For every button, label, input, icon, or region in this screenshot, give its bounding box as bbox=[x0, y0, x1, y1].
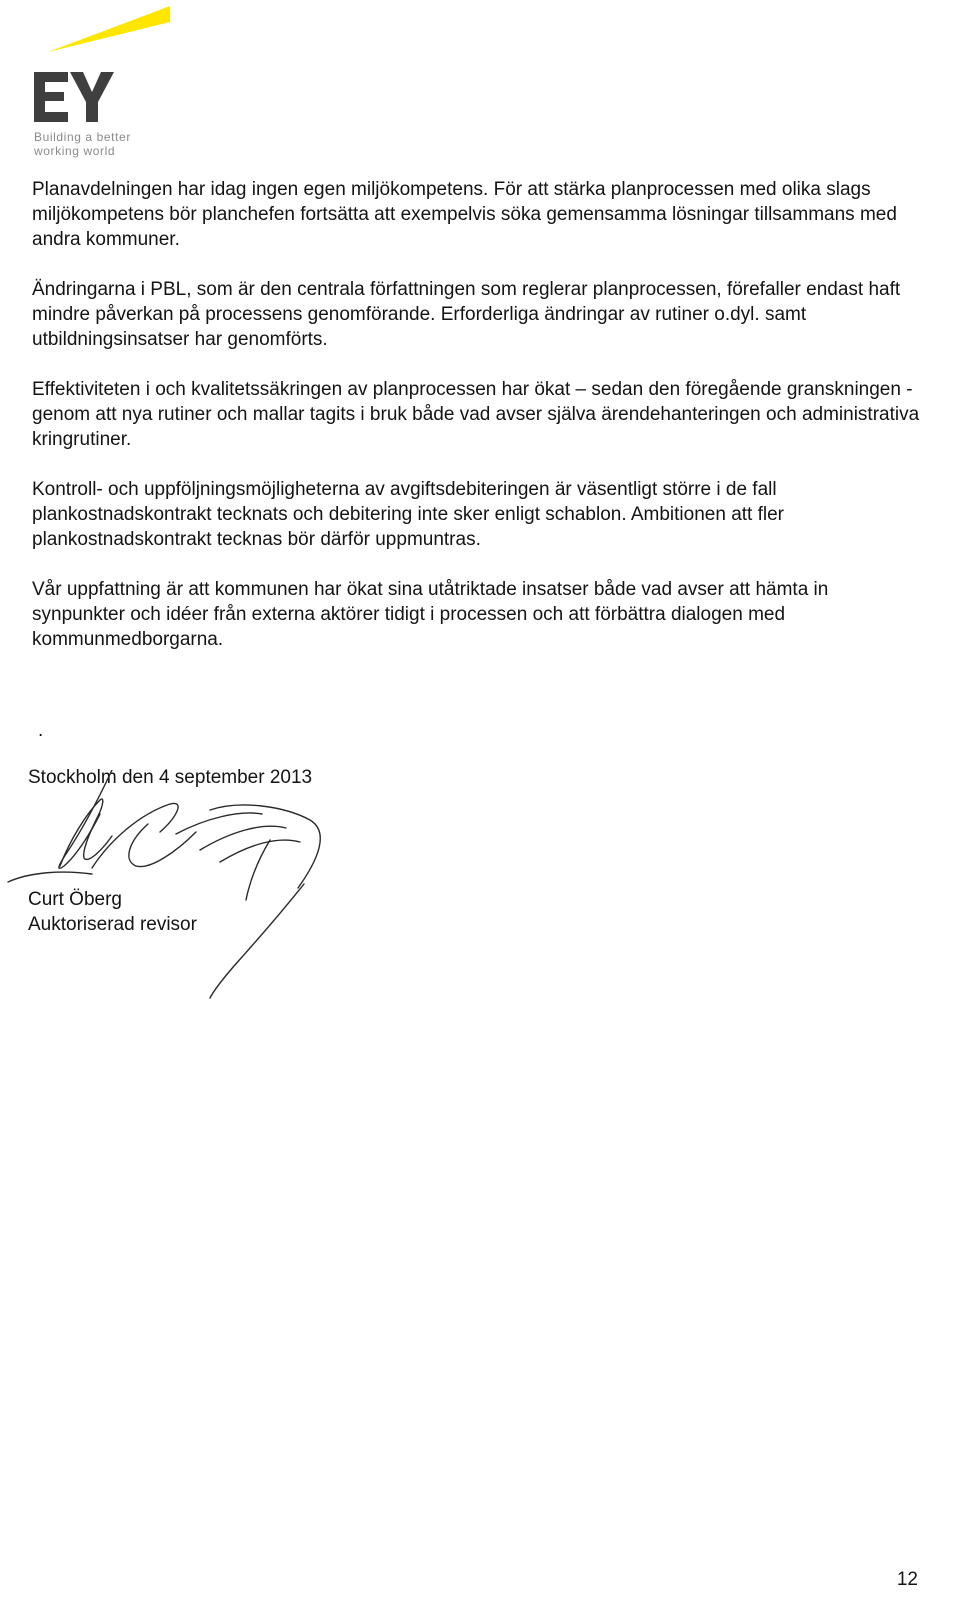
logo-yellow-beam bbox=[48, 6, 170, 52]
logo-tagline-line1: Building a better bbox=[34, 130, 131, 144]
page-number: 12 bbox=[896, 1569, 918, 1590]
paragraph-pbl-changes: Ändringarna i PBL, som är den centrala författningen som reglerar planprocessen, förefaller endast haft mindre påverkan på processens genomförande. Erforderliga ändringar av rutiner o.dyl. samt utbildningsinsatser har genomförts. bbox=[32, 279, 901, 350]
paragraph-fee-control: Kontroll- och uppföljningsmöjligheterna av avgiftsdebiteringen är väsentligt större i de fall plankostnadskontrakt tecknats och debitering inte sker enligt schablon. Ambitionen att fler plankostnadskontrakt tecknas bör därför uppmuntras. bbox=[32, 479, 784, 550]
paragraph-environmental-competence: Planavdelningen har idag ingen egen miljökompetens. För att stärka planprocessen med olika slags miljökompetens bör planchefen fortsätta att exempelvis söka gemensamma lösningar tillsammans med andra kommuner. bbox=[32, 179, 897, 250]
paragraph-efficiency: Effektiviteten i och kvalitetssäkringen av planprocessen har ökat – sedan den föregående granskningen - genom att nya rutiner och mallar tagits i bruk både vad avser själva ärendehanteringen och administrativa kringrutiner. bbox=[32, 379, 920, 450]
handwritten-signature bbox=[0, 770, 360, 1000]
letter-body bbox=[32, 177, 922, 677]
logo-tagline bbox=[34, 130, 131, 158]
dateline: Stockholm den 4 september 2013 bbox=[28, 767, 313, 788]
logo-tagline-line2: working world bbox=[34, 144, 116, 158]
ey-logo bbox=[28, 0, 208, 170]
paragraph-outreach: Vår uppfattning är att kommunen har ökat sina utåtriktade insatser både vad avser att hämta in synpunkter och idéer från externa aktörer tidigt i processen och att förbättra dialogen med kommunmedborgarna. bbox=[32, 579, 829, 650]
logo-letters bbox=[34, 72, 114, 122]
signer-title: Auktoriserad revisor bbox=[28, 914, 197, 935]
stray-dot: . bbox=[38, 720, 44, 741]
ey-logo-mark bbox=[28, 0, 208, 130]
signer-name: Curt Öberg bbox=[28, 889, 122, 910]
